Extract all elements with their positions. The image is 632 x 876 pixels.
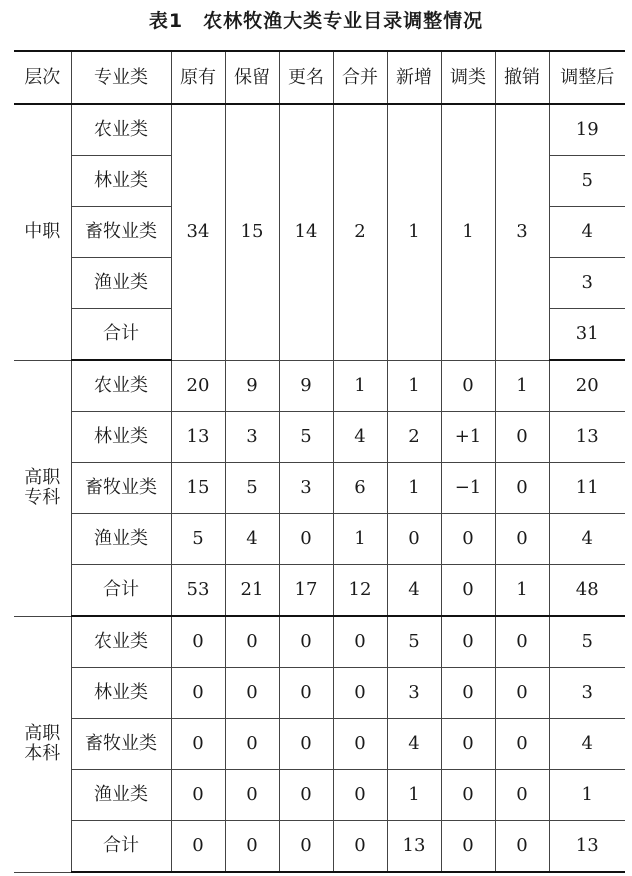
category-cell: 畜牧业类 (71, 719, 171, 770)
table-row (14, 104, 625, 156)
adjusted-cell: 5 (549, 156, 625, 207)
added-cell: 2 (387, 412, 441, 463)
adjusted-cell: 20 (549, 360, 625, 412)
original-cell: 13 (171, 412, 225, 463)
table-row (14, 821, 625, 873)
reclassified-cell: 0 (441, 821, 495, 873)
category-cell: 合计 (71, 565, 171, 617)
category-cell: 渔业类 (71, 258, 171, 309)
table-row (14, 565, 625, 617)
adjusted-cell: 31 (549, 309, 625, 361)
category-cell: 渔业类 (71, 514, 171, 565)
original-cell: 0 (171, 821, 225, 873)
added-cell: 1 (387, 360, 441, 412)
level-label: 高职 (24, 467, 61, 488)
reclassified-cell: 0 (441, 514, 495, 565)
merged-cell: 0 (333, 668, 387, 719)
adjusted-cell: 13 (549, 821, 625, 873)
level-cell (14, 616, 71, 872)
removed-cell: 1 (495, 360, 549, 412)
group-higher-vocational-associate (14, 360, 625, 616)
adjusted-cell: 13 (549, 412, 625, 463)
category-cell: 渔业类 (71, 770, 171, 821)
header-level: 层次 (14, 51, 71, 104)
added-cell: 1 (387, 770, 441, 821)
retained-cell: 0 (225, 616, 279, 668)
adjusted-cell: 11 (549, 463, 625, 514)
category-cell: 林业类 (71, 412, 171, 463)
merged-removed-cell: 3 (495, 104, 549, 360)
adjusted-cell: 48 (549, 565, 625, 617)
category-cell: 林业类 (71, 156, 171, 207)
retained-cell: 0 (225, 770, 279, 821)
adjusted-cell: 4 (549, 719, 625, 770)
original-cell: 53 (171, 565, 225, 617)
reclassified-cell: −1 (441, 463, 495, 514)
table-row (14, 514, 625, 565)
original-cell: 0 (171, 616, 225, 668)
table-row (14, 360, 625, 412)
renamed-cell: 17 (279, 565, 333, 617)
renamed-cell: 3 (279, 463, 333, 514)
adjustment-table (14, 50, 625, 873)
merged-cell: 1 (333, 514, 387, 565)
renamed-cell: 0 (279, 719, 333, 770)
header-retained: 保留 (225, 51, 279, 104)
category-cell: 合计 (71, 309, 171, 361)
merged-original-cell: 34 (171, 104, 225, 360)
adjusted-cell: 1 (549, 770, 625, 821)
original-cell: 5 (171, 514, 225, 565)
original-cell: 20 (171, 360, 225, 412)
level-label: 中职 (24, 221, 61, 243)
category-cell: 农业类 (71, 616, 171, 668)
renamed-cell: 0 (279, 616, 333, 668)
removed-cell: 0 (495, 821, 549, 873)
adjusted-cell: 3 (549, 668, 625, 719)
header-category: 专业类 (71, 51, 171, 104)
adjusted-cell: 3 (549, 258, 625, 309)
renamed-cell: 9 (279, 360, 333, 412)
original-cell: 0 (171, 770, 225, 821)
merged-cell: 12 (333, 565, 387, 617)
removed-cell: 0 (495, 616, 549, 668)
merged-cell: 0 (333, 616, 387, 668)
retained-cell: 9 (225, 360, 279, 412)
removed-cell: 0 (495, 719, 549, 770)
group-higher-vocational-bachelor (14, 616, 625, 872)
merged-cell: 0 (333, 821, 387, 873)
category-cell: 合计 (71, 821, 171, 873)
merged-cell: 0 (333, 770, 387, 821)
reclassified-cell: 0 (441, 770, 495, 821)
level-cell-secondary-vocational (14, 104, 71, 360)
renamed-cell: 0 (279, 770, 333, 821)
reclassified-cell: 0 (441, 360, 495, 412)
retained-cell: 5 (225, 463, 279, 514)
renamed-cell: 0 (279, 514, 333, 565)
adjusted-cell: 19 (549, 104, 625, 156)
original-cell: 0 (171, 719, 225, 770)
header-row (14, 51, 625, 104)
merged-renamed-cell: 14 (279, 104, 333, 360)
table-row (14, 412, 625, 463)
level-label: 专科 (24, 487, 61, 508)
adjusted-cell: 5 (549, 616, 625, 668)
original-cell: 0 (171, 668, 225, 719)
table-row (14, 770, 625, 821)
category-cell: 农业类 (71, 360, 171, 412)
merged-cell: 6 (333, 463, 387, 514)
header-renamed: 更名 (279, 51, 333, 104)
added-cell: 3 (387, 668, 441, 719)
table-row (14, 463, 625, 514)
merged-cell: 1 (333, 360, 387, 412)
reclassified-cell: 0 (441, 565, 495, 617)
removed-cell: 0 (495, 770, 549, 821)
merged-added-cell: 1 (387, 104, 441, 360)
header-added: 新增 (387, 51, 441, 104)
retained-cell: 0 (225, 719, 279, 770)
merged-cell: 4 (333, 412, 387, 463)
merged-retained-cell: 15 (225, 104, 279, 360)
table-row (14, 616, 625, 668)
table-row (14, 719, 625, 770)
header-reclassified: 调类 (441, 51, 495, 104)
merged-reclassified-cell: 1 (441, 104, 495, 360)
removed-cell: 0 (495, 668, 549, 719)
merged-cell: 0 (333, 719, 387, 770)
retained-cell: 21 (225, 565, 279, 617)
table-row (14, 668, 625, 719)
added-cell: 4 (387, 565, 441, 617)
level-cell (14, 360, 71, 616)
added-cell: 0 (387, 514, 441, 565)
renamed-cell: 0 (279, 668, 333, 719)
added-cell: 5 (387, 616, 441, 668)
removed-cell: 0 (495, 412, 549, 463)
header-merged: 合并 (333, 51, 387, 104)
renamed-cell: 5 (279, 412, 333, 463)
reclassified-cell: 0 (441, 616, 495, 668)
header-removed: 撤销 (495, 51, 549, 104)
renamed-cell: 0 (279, 821, 333, 873)
category-cell: 农业类 (71, 104, 171, 156)
removed-cell: 0 (495, 514, 549, 565)
category-cell: 畜牧业类 (71, 463, 171, 514)
header-original: 原有 (171, 51, 225, 104)
reclassified-cell: 0 (441, 668, 495, 719)
adjusted-cell: 4 (549, 207, 625, 258)
original-cell: 15 (171, 463, 225, 514)
retained-cell: 4 (225, 514, 279, 565)
reclassified-cell: 0 (441, 719, 495, 770)
table-title: 表1 农林牧渔大类专业目录调整情况 (148, 10, 484, 32)
added-cell: 4 (387, 719, 441, 770)
category-cell: 林业类 (71, 668, 171, 719)
removed-cell: 1 (495, 565, 549, 617)
added-cell: 13 (387, 821, 441, 873)
level-label: 高职 (24, 723, 61, 744)
added-cell: 1 (387, 463, 441, 514)
reclassified-cell: +1 (441, 412, 495, 463)
header-adjusted: 调整后 (549, 51, 625, 104)
category-cell: 畜牧业类 (71, 207, 171, 258)
removed-cell: 0 (495, 463, 549, 514)
retained-cell: 0 (225, 821, 279, 873)
retained-cell: 0 (225, 668, 279, 719)
merged-merged-cell: 2 (333, 104, 387, 360)
level-label: 本科 (24, 743, 61, 764)
adjusted-cell: 4 (549, 514, 625, 565)
retained-cell: 3 (225, 412, 279, 463)
